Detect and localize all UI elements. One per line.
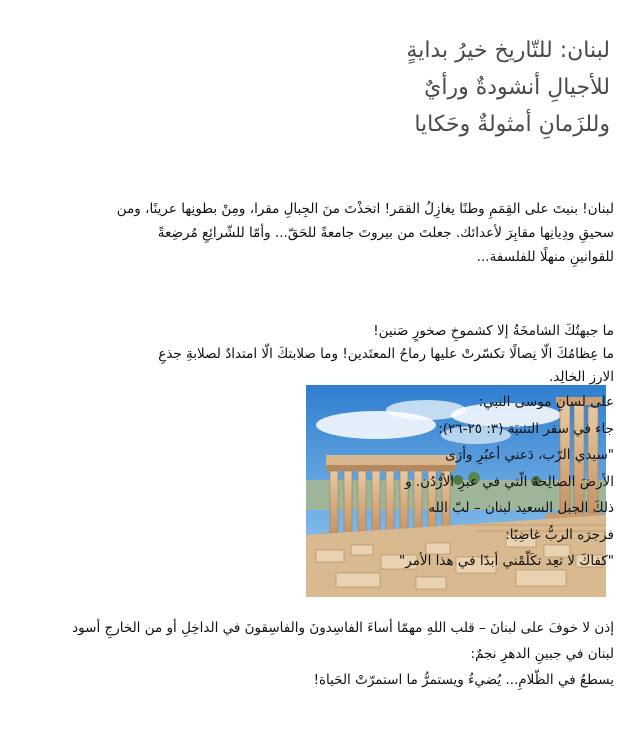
intro-paragraph (18, 197, 614, 269)
section-line-3: الارزِ الخالِد. (549, 369, 614, 385)
intro-line-3: للقوانينِ منهلًا للفلسفة... (476, 249, 614, 265)
bible-line-1: على لسانِ موسى النبي: (478, 394, 614, 410)
closing-line-3: يسطعُ في الظّلامِ... يُضيءُ ويستمرُّ ما استمرّتْ الحَياة! (313, 672, 614, 688)
section-line-2: ما عِظامُكَ الّا نِصالًا تكسّرتْ عليها رماحُ المعتَدين! وما صلابتكَ الّا امتدادٌ لصلابةِ جذعِ (158, 346, 614, 362)
bible-line-5: ذلكَ الجبل السعيد لبنان – لبّ الله (428, 500, 614, 516)
bible-line-7: "كفاكَ لا تعِد تكَلّمْني أبدًا في هذا الأمر" (399, 553, 614, 569)
title-line-2: للأجيالِ أنشودةٌ ورأيٌ (424, 75, 610, 100)
intro-line-1: لبنان! بنيتَ على القِمَمِ وطنًا يغازِلُ القمَر! اتخذْتَ منَ الجِبالِ مقرا، ومِنْ بطونِها عرينًا، ومن (116, 201, 614, 217)
bible-line-3: "سيدي الرّب، دَعني أعبُرِ وأرَى (445, 447, 614, 463)
closing-line-2: لبنان في جبينِ الدهرِ نجمٌ: (470, 646, 614, 662)
bible-line-2: جاء في سفر التثنيَة (٣: ٢٥-٢٦): (438, 420, 614, 437)
closing-line-1: إذن لا خوفَ على لبنانَ – قلب اللهِ مهمّا أساءَ الفاسِدونَ والفاسِقونَ في الداخِلِ أو من الخارجِ أسود (72, 620, 614, 636)
bible-line-4: الأرضَ الصالِحةَ الّتي في عبرِ الأرْدُن. و (405, 473, 614, 490)
title-line-1: لبنان: للتّاريخ خيرُ بدايةٍ (406, 38, 610, 63)
page-title (210, 32, 610, 143)
intro-line-2: سحيقِ ودِيانِها مقابِرَ لأعدائك. جعلتَ من بيروتَ جامعةً للحَقّ... وأمّا للشّرائِعِ مُرضِعةً (157, 225, 614, 241)
bible-line-6: فزجرَه الربُّ غاضِبًا: (505, 526, 614, 543)
bible-quote (304, 389, 614, 575)
title-line-3: وللزَمانِ أمثولةٌ وحَكايا (414, 112, 610, 137)
closing-paragraph (18, 615, 614, 693)
forehead-paragraph (18, 320, 614, 389)
section-line-1: ما جبهتُكَ الشامخَةُ إلا كشموخِ صخورٍ صَنين! (373, 323, 614, 339)
